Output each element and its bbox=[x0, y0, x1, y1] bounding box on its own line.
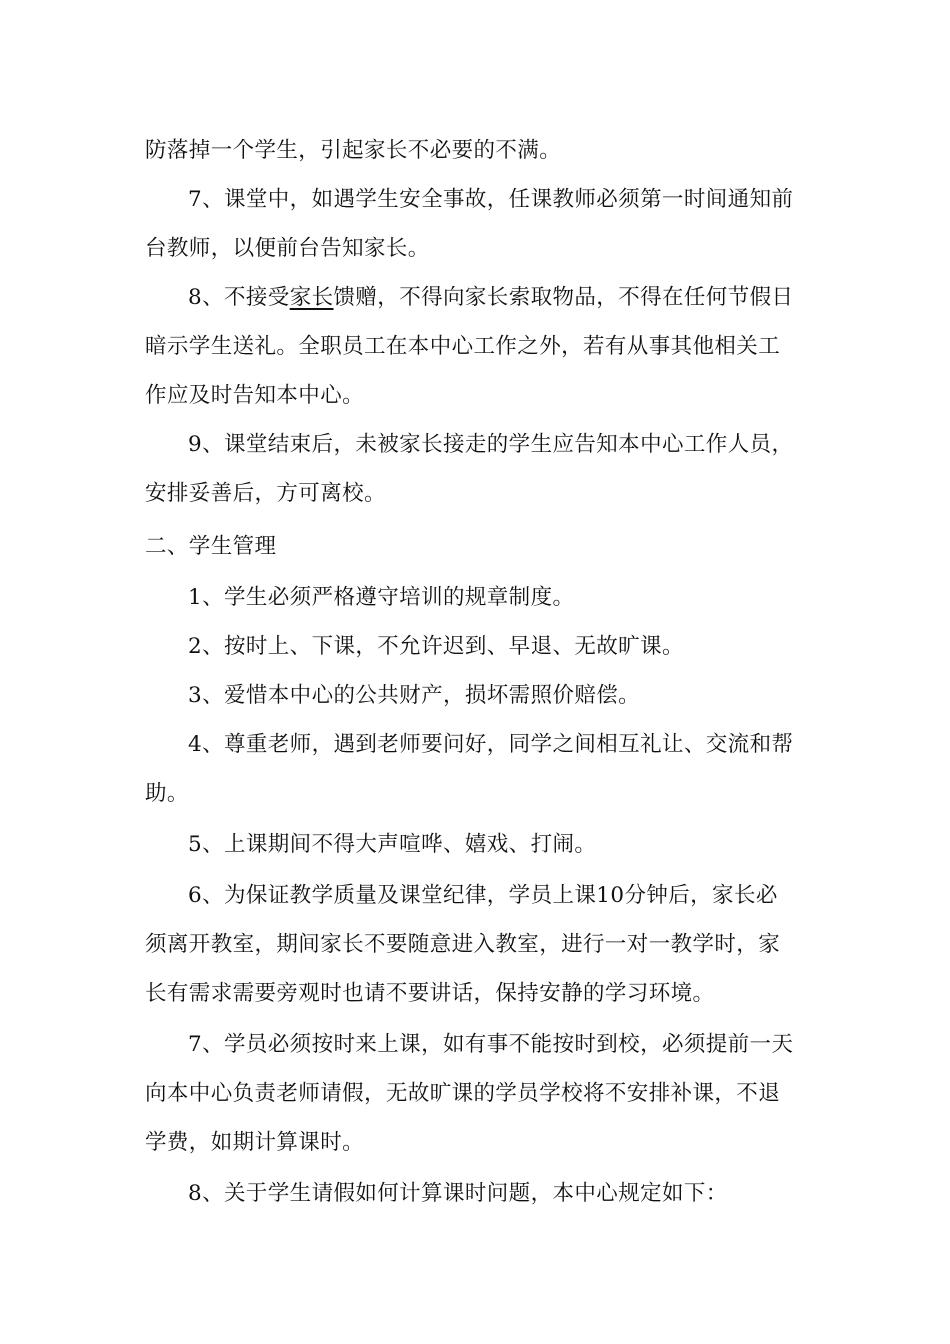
student-rule-6-line-3: 长有需求需要旁观时也请不要讲话，保持安静的学习环境。 bbox=[145, 981, 715, 1006]
student-rule-3: 3、爱惜本中心的公共财产，损坏需照价赔偿。 bbox=[188, 683, 641, 708]
student-rule-7-line-1: 7、学员必须按时来上课，如有事不能按时到校，必须提前一天 bbox=[188, 1032, 794, 1057]
item-7-line-1: 7、课堂中，如遇学生安全事故，任课教师必须第一时间通知前 bbox=[188, 187, 794, 212]
item-8-line-1 bbox=[188, 283, 793, 313]
student-rule-2: 2、按时上、下课，不允许迟到、早退、无故旷课。 bbox=[188, 634, 684, 659]
item-9-line-2: 安排妥善后，方可离校。 bbox=[145, 481, 386, 506]
student-rule-7-line-3: 学费，如期计算课时。 bbox=[145, 1130, 365, 1155]
item-8-text-b: 馈赠，不得向家长索取物品，不得在任何节假日 bbox=[333, 285, 794, 310]
paragraph-continuation: 防落掉一个学生，引起家长不必要的不满。 bbox=[145, 138, 562, 163]
student-rule-4-line-2: 助。 bbox=[145, 781, 189, 806]
student-rule-5: 5、上课期间不得大声喧哗、嬉戏、打闹。 bbox=[188, 832, 597, 857]
section-heading-student-management: 二、学生管理 bbox=[145, 534, 277, 559]
parent-link[interactable]: 家长 bbox=[289, 285, 334, 310]
student-rule-6-line-2: 须离开教室，期间家长不要随意进入教室，进行一对一教学时，家 bbox=[145, 932, 781, 957]
item-8-text-a: 8、不接受 bbox=[188, 285, 290, 310]
student-rule-4-line-1: 4、尊重老师，遇到老师要问好，同学之间相互礼让、交流和帮 bbox=[188, 732, 794, 757]
item-8-line-3: 作应及时告知本中心。 bbox=[145, 383, 365, 408]
student-rule-7-line-2: 向本中心负责老师请假，无故旷课的学员学校将不安排补课，不退 bbox=[145, 1081, 781, 1106]
student-rule-1: 1、学生必须严格遵守培训的规章制度。 bbox=[188, 585, 575, 610]
item-9-line-1: 9、课堂结束后，未被家长接走的学生应告知本中心工作人员， bbox=[188, 432, 794, 457]
student-rule-6-line-1: 6、为保证教学质量及课堂纪律，学员上课10分钟后，家长必 bbox=[188, 883, 778, 908]
item-8-line-2: 暗示学生送礼。全职员工在本中心工作之外，若有从事其他相关工 bbox=[145, 334, 781, 359]
student-rule-8: 8、关于学生请假如何计算课时问题，本中心规定如下： bbox=[188, 1181, 728, 1206]
item-7-line-2: 台教师，以便前台告知家长。 bbox=[145, 236, 430, 261]
